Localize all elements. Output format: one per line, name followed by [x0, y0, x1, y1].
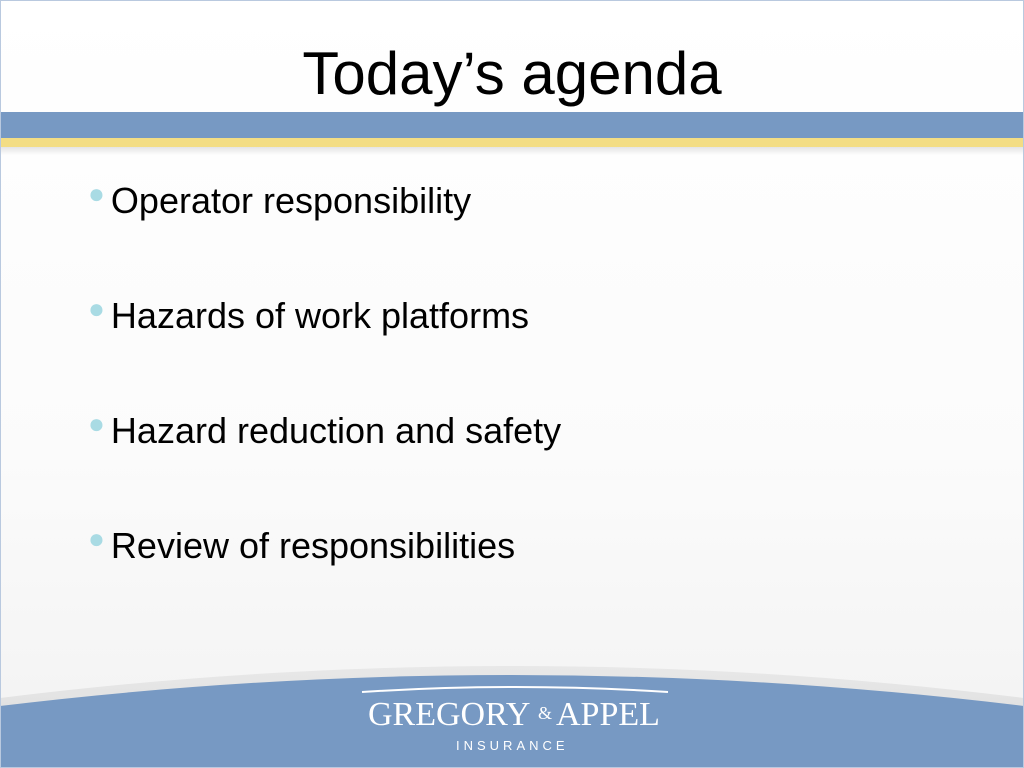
- header-yellow-band: [0, 138, 1024, 147]
- bullet-dot-icon: ●: [88, 523, 105, 554]
- bullet-dot-icon: ●: [88, 293, 105, 324]
- bullet-dot-icon: ●: [88, 408, 105, 439]
- logo-name-part1: GREGORY: [368, 696, 531, 733]
- agenda-item: [88, 293, 561, 408]
- gregory-appel-logo: [340, 682, 690, 758]
- logo-ampersand: &: [538, 703, 553, 723]
- agenda-item: [88, 408, 561, 523]
- agenda-item-text: Review of responsibilities: [110, 525, 516, 566]
- logo-name-part2: APPEL: [556, 696, 660, 733]
- agenda-list: [88, 178, 561, 638]
- bullet-dot-icon: ●: [88, 178, 105, 209]
- header-blue-band: [0, 112, 1024, 138]
- logo-subtitle: INSURANCE: [456, 738, 569, 753]
- agenda-item-text: Operator responsibility: [110, 180, 472, 221]
- agenda-item-text: Hazard reduction and safety: [110, 410, 562, 451]
- header-band-shadow: [0, 147, 1024, 155]
- slide-title: Today’s agenda: [302, 40, 722, 107]
- agenda-item: [88, 178, 561, 293]
- agenda-item-text: Hazards of work platforms: [110, 295, 530, 336]
- agenda-item: [88, 523, 561, 638]
